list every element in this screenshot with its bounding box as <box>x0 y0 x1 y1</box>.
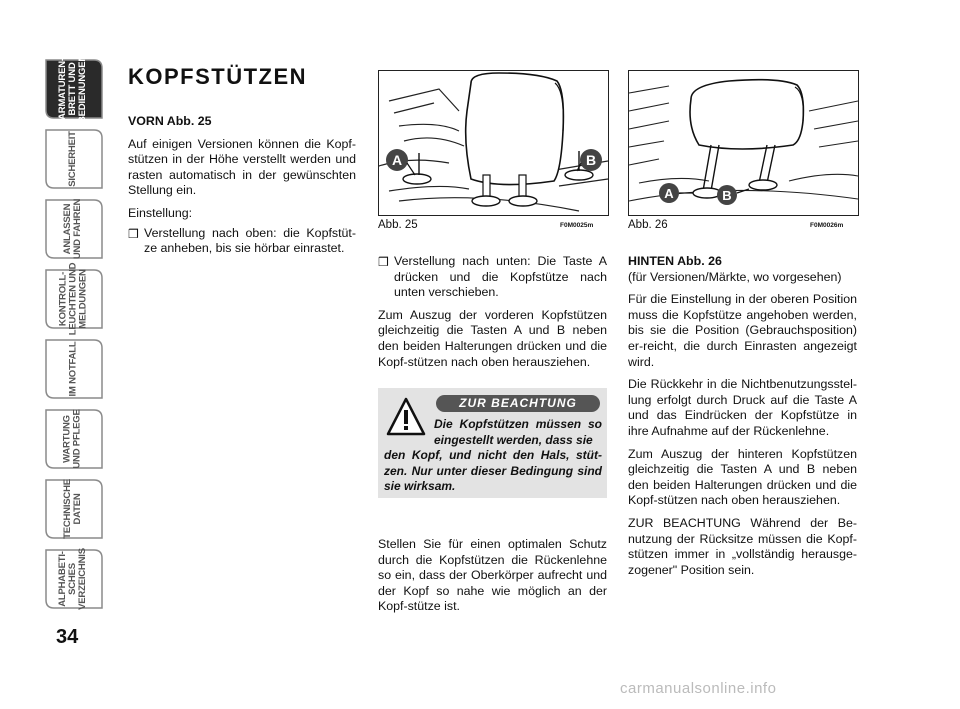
page-title: KOPFSTÜTZEN <box>128 64 308 89</box>
protection-paragraph-block <box>378 537 607 622</box>
chapter-tab-label: ALPHABETI- SCHES VERZEICHNIS <box>56 548 88 610</box>
figure26-label-b: B <box>722 188 732 203</box>
bullet-down <box>378 254 607 301</box>
front-headrest-illustration <box>379 71 608 215</box>
figure-26-caption: Abb. 26 <box>628 219 668 231</box>
chapter-tab-label: ANLASSEN UND FAHREN <box>62 198 83 260</box>
bullet-up-text: Verstellung nach oben: die Kopfstüt-ze anheben, bis sie hörbar einrastet. <box>144 225 356 256</box>
chapter-tab-label: WARTUNG UND PFLEGE <box>61 409 83 469</box>
figure-26-code: F0M0026m <box>810 222 844 229</box>
front-intro: Auf einigen Versionen können die Kopf-stützen in der Höhe verstellt werden und rasten automatisch in der gewünschten Stellung ein. <box>128 136 356 198</box>
chapter-tab-label: IM NOTFALL <box>67 341 78 397</box>
rear-paragraph-4: ZUR BEACHTUNG Während der Be-nutzung der Rücksitze müssen die Kopf-stützen immer in „vollständig herausge-zogener" Position sein. <box>628 515 857 577</box>
column-right <box>628 254 857 585</box>
rear-paragraph-1: Für die Einstellung in der oberen Position muss die Kopfstütze angehoben werden, bis sie die Position (Gebrauchsposition) er-reicht, die durch Einrasten angezeigt wird. <box>628 292 857 369</box>
figure-25-caption: Abb. 25 <box>378 219 418 231</box>
figure-26 <box>628 70 859 216</box>
chapter-tab-label: ARMATUREN- BRETT UND BEDIENUNGEN <box>57 54 89 124</box>
bullet-down-text: Verstellung nach unten: Die Taste A drücken und die Kopfstütze nach unten verschieben. <box>394 254 607 300</box>
figure-25 <box>378 70 609 216</box>
chapter-tab-7[interactable] <box>42 478 104 540</box>
chapter-tab-8[interactable] <box>42 548 104 610</box>
chapter-tab-label: TECHNISCHE DATEN <box>61 479 83 539</box>
checkbox-bullet-icon: ❒ <box>128 226 139 241</box>
chapter-tab-5[interactable] <box>42 338 104 400</box>
rear-paragraph-2: Die Rückkehr in die Nichtbenutzungsstel-lung erfolgt durch Druck auf die Taste A und das Eindrücken der Kopfstütze in ihre Aufnahme auf der Rückenlehne. <box>628 377 857 438</box>
warning-text-indent: Die Kopfstützen müssen so eingestellt werden, dass sie <box>434 417 602 447</box>
rear-subheading: (für Versionen/Märkte, wo vorgesehen) <box>628 269 842 284</box>
chapter-tab-label: KONTROLL- LEUCHTEN UND MELDUNGEN <box>57 262 89 336</box>
rear-headrest-illustration <box>629 71 858 215</box>
figure25-label-b: B <box>585 152 597 168</box>
front-heading: VORN Abb. 25 <box>128 114 212 128</box>
chapter-tab-6[interactable] <box>42 408 104 470</box>
figure-25-code: F0M0025m <box>560 222 594 229</box>
warning-header: ZUR BEACHTUNG <box>436 395 600 412</box>
chapter-tab-2[interactable] <box>42 128 104 190</box>
warning-text-rest: den Kopf, und nicht den Hals, stüt-zen. Nur unter dieser Bedingung sind sie wirksam. <box>384 448 602 493</box>
protection-paragraph: Stellen Sie für einen optimalen Schutz durch die Kopfstützen die Rückenlehne so ein, dass der Oberkörper aufrecht und der Kopf so nahe wie möglich an der Kopf-stütze ist. <box>378 537 607 614</box>
chapter-tab-label: SICHERHEIT <box>66 131 78 187</box>
chapter-tab-3[interactable] <box>42 198 104 260</box>
figure25-label-a: A <box>391 152 403 168</box>
chapter-tab-1[interactable] <box>42 54 104 124</box>
rear-paragraph-3: Zum Auszug der hinteren Kopfstützen gleichzeitig die Tasten A und B neben den beiden Halterungen drücken und die Kopf-stützen nach oben herausziehen. <box>628 446 857 508</box>
column-left <box>128 114 356 264</box>
bullet-up <box>128 226 356 257</box>
front-removal: Zum Auszug der vorderen Kopfstützen gleichzeitig die Tasten A und B neben den beiden Halterungen drücken und die Kopf-stützen nach oben herausziehen. <box>378 307 607 369</box>
figure26-label-a: A <box>664 186 674 201</box>
chapter-tab-4[interactable] <box>42 262 104 336</box>
column-middle <box>378 254 607 377</box>
warning-text <box>384 417 602 495</box>
watermark: carmanualsonline.info <box>620 680 777 697</box>
page-number: 34 <box>56 626 79 648</box>
chapter-sidebar <box>42 54 104 618</box>
warning-box <box>378 388 607 498</box>
rear-heading: HINTEN Abb. 26 <box>628 254 722 268</box>
checkbox-bullet-icon: ❒ <box>378 255 389 269</box>
setting-label: Einstellung: <box>128 205 193 220</box>
